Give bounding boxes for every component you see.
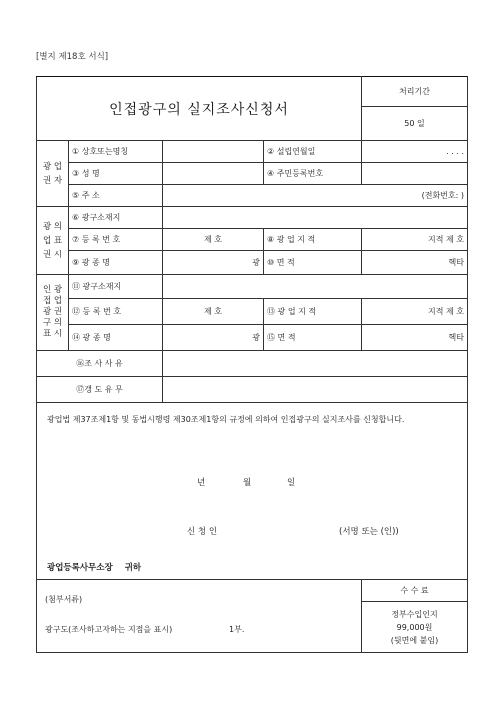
own-mineral-field[interactable]: 광 bbox=[163, 251, 264, 275]
own-area-label: ⑩ 면 적 bbox=[264, 251, 362, 275]
adj-area-field[interactable]: 헥타 bbox=[362, 325, 468, 351]
tunnel-presence-label: ⑰갱 도 유 무 bbox=[37, 377, 163, 403]
fee-amount: 99,000원 bbox=[396, 622, 433, 632]
own-right-group-label: 광 의 업 표 권 시 bbox=[37, 207, 69, 275]
fee-stamp bbox=[362, 602, 468, 653]
adjacent-right-group-label: 인 광 접 업 광 권 구 의 표 시 bbox=[37, 275, 69, 351]
application-statement bbox=[37, 403, 467, 579]
adj-mineral-label: ⑭ 광 종 명 bbox=[69, 325, 163, 351]
address-field[interactable]: (전화번호: ) bbox=[163, 185, 468, 207]
address-label: ⑤ 주 소 bbox=[69, 185, 163, 207]
application-form bbox=[36, 76, 468, 653]
addressee-office: 광업등록사무소장 bbox=[47, 563, 113, 573]
own-mineral-label: ⑨ 광 종 명 bbox=[69, 251, 163, 275]
survey-reason-field[interactable] bbox=[163, 351, 468, 377]
fee-stamp-line1: 정부수입인지 bbox=[391, 609, 438, 619]
attachments-label: (첨부서류) bbox=[45, 595, 83, 604]
established-date-label: ② 설립연월일 bbox=[264, 141, 362, 163]
attachment-item: 광구도(조사하고자하는 지점을 표시) bbox=[45, 625, 173, 634]
addressee-line bbox=[47, 561, 141, 573]
form-number: [별지 제18호 서식] bbox=[36, 52, 109, 62]
adj-mining-map-field[interactable]: 지적 제 호 bbox=[362, 299, 468, 325]
adj-location-field[interactable] bbox=[163, 275, 468, 299]
own-mining-map-field[interactable]: 지적 제 호 bbox=[362, 229, 468, 251]
fee-label: 수 수 료 bbox=[362, 580, 468, 602]
business-name-label: ① 상호또는명칭 bbox=[69, 141, 163, 163]
representative-name-field[interactable] bbox=[163, 163, 264, 185]
resident-id-label: ④ 주민등록번호 bbox=[264, 163, 362, 185]
month-label: 월 bbox=[243, 478, 252, 488]
own-reg-no-field[interactable]: 제 호 bbox=[163, 229, 264, 251]
day-label: 일 bbox=[287, 478, 296, 488]
business-name-field[interactable] bbox=[163, 141, 264, 163]
processing-period-label: 처리기간 bbox=[362, 77, 468, 107]
addressee-to: 귀하 bbox=[124, 563, 142, 573]
adj-mining-map-label: ⑬ 광 업 지 적 bbox=[264, 299, 362, 325]
attachment-count: 1부. bbox=[229, 625, 245, 634]
signature-hint: (서명 또는 (인)) bbox=[339, 527, 399, 537]
licensee-group-label: 광 업 권 자 bbox=[37, 141, 69, 207]
adj-reg-no-field[interactable]: 제 호 bbox=[163, 299, 264, 325]
fee-stamp-line3: (뒷면에 붙임) bbox=[390, 635, 439, 645]
adj-mineral-field[interactable]: 광 bbox=[163, 325, 264, 351]
own-mining-map-label: ⑧ 광 업 지 적 bbox=[264, 229, 362, 251]
established-date-field[interactable]: . . . . bbox=[362, 141, 468, 163]
adj-area-label: ⑮ 면 적 bbox=[264, 325, 362, 351]
form-title: 인접광구의 실지조사신청서 bbox=[37, 77, 362, 141]
processing-period-value: 50 일 bbox=[362, 107, 468, 141]
year-label: 년 bbox=[197, 478, 206, 488]
attachments-section bbox=[37, 580, 361, 652]
own-location-field[interactable] bbox=[163, 207, 468, 229]
tunnel-presence-field[interactable] bbox=[163, 377, 468, 403]
own-area-field[interactable]: 헥타 bbox=[362, 251, 468, 275]
applicant-label: 신 청 인 bbox=[187, 527, 218, 537]
representative-name-label: ③ 성 명 bbox=[69, 163, 163, 185]
own-reg-no-label: ⑦ 등 록 번 호 bbox=[69, 229, 163, 251]
own-location-label: ⑥ 광구소재지 bbox=[69, 207, 163, 229]
survey-reason-label: ⑯조 사 사 유 bbox=[37, 351, 163, 377]
statement-text: 광업법 제37조제1항 및 동법시행령 제30조제1항의 규정에 의하여 인접광구의 실지조사를 신청합니다. bbox=[47, 415, 405, 424]
adj-reg-no-label: ⑫ 등 록 번 호 bbox=[69, 299, 163, 325]
adj-location-label: ⑪ 광구소재지 bbox=[69, 275, 163, 299]
resident-id-field[interactable] bbox=[362, 163, 468, 185]
